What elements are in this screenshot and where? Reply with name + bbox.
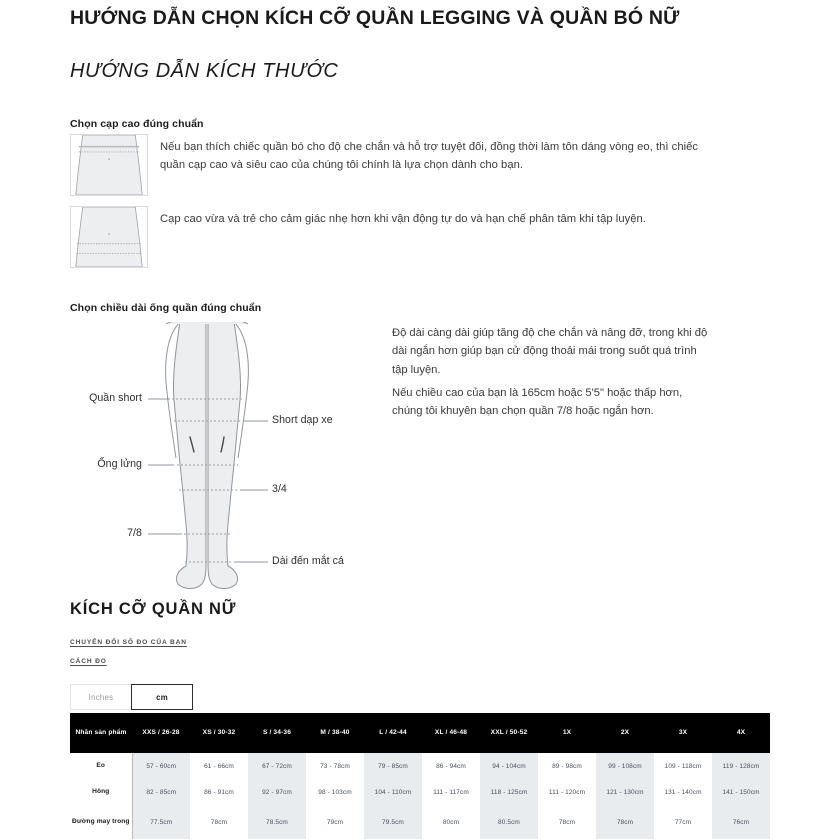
table-cell: 89 - 98cm — [538, 753, 596, 779]
column-header-size: L / 42-44 — [364, 713, 422, 753]
table-cell: 80.5cm — [480, 805, 538, 839]
size-chart-title: KÍCH CỠ QUẦN NỮ — [70, 600, 237, 618]
convert-measurements-link[interactable]: CHUYỂN ĐỔI SỐ ĐO CỦA BẠN — [70, 639, 187, 646]
table-cell: 77cm — [654, 805, 712, 839]
table-cell: 61 - 66cm — [190, 753, 248, 779]
high-rise-waistband-icon — [70, 134, 148, 196]
column-header-size: 3X — [654, 713, 712, 753]
table-row — [70, 753, 770, 779]
column-header-size: XXL / 50-52 — [480, 713, 538, 753]
table-cell: 111 - 117cm — [422, 779, 480, 805]
table-cell: 111 - 120cm — [538, 779, 596, 805]
column-header-size: 1X — [538, 713, 596, 753]
table-cell: 141 - 150cm — [712, 779, 770, 805]
table-cell: 80cm — [422, 805, 480, 839]
legs-illustration — [92, 322, 392, 592]
table-cell: 79cm — [306, 805, 364, 839]
table-cell: 78cm — [596, 805, 654, 839]
page-title: HƯỚNG DẪN CHỌN KÍCH CỠ QUẦN LEGGING VÀ QUẦN BÓ NỮ — [70, 7, 680, 29]
column-header-label: Nhãn sản phẩm — [70, 713, 132, 753]
table-cell: 131 - 140cm — [654, 779, 712, 805]
table-cell: 79 - 85cm — [364, 753, 422, 779]
table-cell: 77.5cm — [132, 805, 190, 839]
table-cell: 76cm — [712, 805, 770, 839]
leg-length-diagram — [89, 322, 392, 592]
unit-inches-button[interactable]: Inches — [70, 684, 132, 710]
mid-rise-description: Cạp cao vừa và trẻ cho cảm giác nhẹ hơn khi vận động tự do và hạn chế phân tâm khi tập luyện. — [160, 213, 646, 225]
table-cell: 104 - 110cm — [364, 779, 422, 805]
size-chart-table — [70, 713, 770, 839]
high-rise-description: Nếu bạn thích chiếc quần bó cho độ che chắn và hỗ trợ tuyệt đối, đồng thời làm tôn dáng vòng eo, thì chiếc quần cạp cao và siêu cao của chúng tôi chính là lựa chọn dành cho bạn. — [160, 141, 699, 172]
row-header: Đường may trong — [70, 805, 132, 839]
table-cell: 86 - 94cm — [422, 753, 480, 779]
table-cell: 94 - 104cm — [480, 753, 538, 779]
column-header-size: XL / 46-48 — [422, 713, 480, 753]
column-header-size: 4X — [712, 713, 770, 753]
column-header-size: M / 38-40 — [306, 713, 364, 753]
table-cell: 78cm — [190, 805, 248, 839]
leg-label-seven-eighth: 7/8 — [127, 527, 142, 539]
table-body — [70, 753, 770, 839]
leg-length-section-heading: Chọn chiều dài ống quần đúng chuẩn — [70, 302, 262, 314]
leg-length-paragraph-2: Nếu chiều cao của bạn là 165cm hoặc 5'5" hoặc thấp hơn, chúng tôi khuyên bạn chọn quần 7/8 hoặc ngắn hơn. — [392, 387, 683, 418]
table-cell: 121 - 130cm — [596, 779, 654, 805]
table-header-row — [70, 713, 770, 753]
table-cell: 109 - 118cm — [654, 753, 712, 779]
how-to-measure-link[interactable]: CÁCH ĐO — [70, 658, 107, 665]
leg-label-three-quarter: 3/4 — [272, 483, 287, 495]
table-cell: 82 - 85cm — [132, 779, 190, 805]
page-subtitle: HƯỚNG DẪN KÍCH THƯỚC — [70, 60, 339, 82]
leg-label-ankle: Dài đến mắt cá — [272, 555, 344, 567]
table-cell: 57 - 60cm — [132, 753, 190, 779]
table-row — [70, 779, 770, 805]
row-header: Eo — [70, 753, 132, 779]
table-cell: 86 - 91cm — [190, 779, 248, 805]
column-header-size: XXS / 26-28 — [132, 713, 190, 753]
table-cell: 79.5cm — [364, 805, 422, 839]
column-header-size: S / 34-36 — [248, 713, 306, 753]
unit-toggle[interactable] — [70, 684, 193, 710]
unit-cm-button[interactable]: cm — [131, 684, 193, 710]
table-cell: 92 - 97cm — [248, 779, 306, 805]
leg-label-shorts: Quần short — [89, 392, 142, 404]
table-cell: 118 - 125cm — [480, 779, 538, 805]
table-header — [70, 713, 770, 753]
leg-label-bike-short: Short dạp xe — [272, 414, 333, 426]
waistband-section-heading: Chọn cạp cao đúng chuẩn — [70, 118, 204, 130]
column-header-size: 2X — [596, 713, 654, 753]
table-cell: 67 - 72cm — [248, 753, 306, 779]
table-cell: 73 - 78cm — [306, 753, 364, 779]
leg-length-paragraph-1: Độ dài càng dài giúp tăng độ che chắn và nâng đỡ, trong khi độ dài ngắn hơn giúp bạn cử động thoải mái trong suốt quá trình tập luyện. — [392, 327, 708, 376]
table-cell: 98 - 103cm — [306, 779, 364, 805]
mid-rise-waistband-icon — [70, 206, 148, 268]
table-cell: 119 - 128cm — [712, 753, 770, 779]
table-cell: 99 - 108cm — [596, 753, 654, 779]
table-row — [70, 805, 770, 839]
table-cell: 78cm — [538, 805, 596, 839]
leg-label-capri: Ống lửng — [97, 458, 142, 470]
table-cell: 78.5cm — [248, 805, 306, 839]
column-header-size: XS / 30-32 — [190, 713, 248, 753]
row-header: Hông — [70, 779, 132, 805]
